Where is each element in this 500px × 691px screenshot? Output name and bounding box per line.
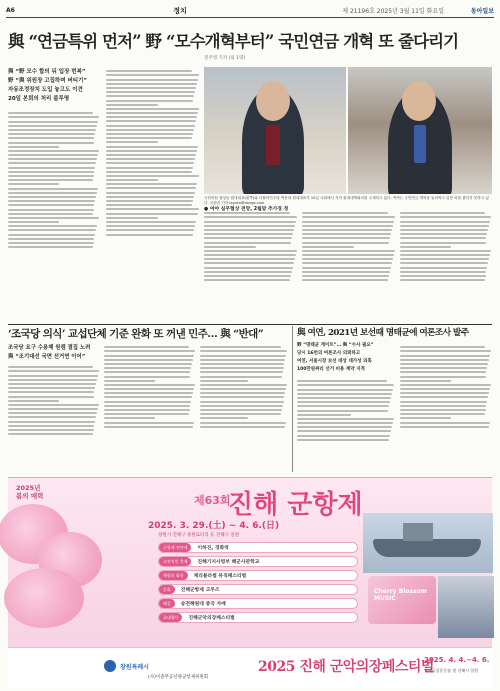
text-line [8,408,98,410]
text-line [400,417,451,419]
text-line [104,367,191,369]
text-line [8,196,96,198]
issue-info: 제 21196호 2025년 3월 11일 화요일 [342,8,444,15]
article1-deck [8,68,118,104]
text-line [204,254,296,256]
festival-venue: 창원시 진해구 중원로터리 등 진해구 일원 [158,533,240,538]
text-line [302,233,391,235]
text-line [8,112,93,114]
event-label: 문화 [159,585,175,594]
article1-body-col1 [8,110,100,320]
text-line [302,229,392,231]
text-line [200,367,284,369]
text-line [297,426,392,428]
festival-advertisement[interactable] [8,477,492,689]
text-line [8,146,59,148]
text-line [8,209,94,211]
text-line [400,388,490,390]
text-line [8,370,99,372]
event-label: 초대행사 [159,613,182,622]
text-line [302,225,393,227]
text-line [200,405,283,407]
text-line [302,279,388,281]
text-line [297,401,390,403]
text-line [104,359,193,361]
text-line [8,162,96,164]
text-line [204,258,295,260]
article1-body-col2 [106,68,200,320]
text-line [106,79,198,81]
text-line [106,183,197,185]
text-line [400,279,485,281]
photo-caption: 국민의힘 권성동 원내대표(왼쪽)와 더불어민주당 박찬대 원내대표가 10일 국회에서 각각 원내대책회의를 주재하고 있다. 여야는 국민연금 개혁을 둘러싸고 입장 차를 좁히지 못하고 있다. 신원건 기자 laputa@donga.com [204,196,489,205]
text-line [200,422,286,424]
text-line [106,87,196,89]
text-line [106,146,198,148]
text-line [200,388,286,390]
text-line [204,216,297,218]
event-item[interactable] [158,556,358,567]
text-line [400,422,490,424]
text-line [8,404,99,406]
text-line [302,246,354,248]
text-line [200,350,287,352]
text-line [297,430,391,432]
text-line [400,396,488,398]
parade-photo [438,576,494,638]
text-line [104,401,191,403]
text-line [400,250,491,252]
text-line [297,405,389,407]
text-line [204,267,293,269]
article2-body-col1 [8,364,100,472]
event-label: 군항제 전야제 [159,543,191,552]
text-line [204,250,297,252]
text-line [8,116,99,118]
navy-ship-photo [363,513,493,573]
text-line [106,213,198,215]
text-line [8,171,94,173]
text-line [302,262,392,264]
text-line [302,267,391,269]
text-line [400,221,490,223]
text-line [400,367,487,369]
text-line [106,171,192,173]
article3-deck [297,342,395,374]
event-title: 송전해원대 중국 자매 [180,602,226,607]
text-line [8,225,97,227]
text-line [400,363,488,365]
text-line [104,376,190,378]
military-band-festival-dates: 2025. 4. 4.~4. 6. [424,656,490,664]
article1-body-col3 [204,210,298,320]
text-line [8,133,95,135]
event-label: 해상 [159,599,175,608]
text-line [104,396,192,398]
festival-dates: 2025. 3. 29.(土) ~ 4. 6.(日) [148,521,280,531]
column-rule [292,326,293,472]
text-line [200,384,287,386]
text-line [8,129,96,131]
text-line [400,359,489,361]
deck-line: 100만원짜리 선거 비용 계약 지적 [297,367,365,372]
text-line [106,104,158,106]
text-line [204,279,290,281]
article1-byline: 전주영 기자 (외 1명) [204,56,246,61]
text-line [8,421,95,423]
text-line [200,355,286,357]
text-line [104,346,189,348]
photo-lawmaker-right [348,67,492,194]
text-line [8,229,96,231]
text-line [302,250,395,252]
deck-line: 野 “명태균 게이트”… 與 “수사 필요” [297,343,374,348]
event-title: 체리블라썸 뮤직페스티벌 [193,574,247,579]
text-line [204,242,291,244]
text-line [106,158,195,160]
text-line [106,200,193,202]
text-line [200,396,284,398]
text-line [106,179,158,181]
article1-body-col5 [400,210,492,320]
text-line [297,393,392,395]
text-line [400,262,488,264]
text-line [104,363,192,365]
event-item[interactable] [158,598,358,609]
text-line [204,225,295,227]
text-line [106,225,195,227]
ad-tagline [16,484,43,500]
text-line [297,439,389,441]
text-line [400,409,486,411]
text-line [200,409,282,411]
text-line [400,216,491,218]
deck-line: 조국당 요구 수용해 원캠 결집 노려 [8,345,91,351]
text-line [8,400,59,402]
text-line [400,426,489,428]
text-line [297,435,390,437]
text-line [104,426,193,428]
text-line [106,162,194,164]
deck-line: 與 “조기대선 국면 선거연 이어” [8,353,86,360]
text-line [106,108,199,110]
text-line [204,262,294,264]
divider [8,324,492,325]
text-line [400,246,451,248]
text-line [204,246,256,248]
text-line [106,217,158,219]
text-line [8,246,93,248]
deck-line: 자동조정장치 도입 놓고도 이견 [8,87,83,93]
text-line [8,142,94,144]
deck-line: 與 “野 모수 합의 뒤 입장 번복” [8,69,86,75]
text-line [106,112,198,114]
photo-lawmaker-left [204,67,346,194]
deck-line: 野 “與 위원장 고집하며 버티기” [8,78,88,84]
event-title: 진해기지사령부 해군사관학교 [197,560,260,565]
text-line [302,212,388,214]
text-line [8,137,94,139]
text-line [400,271,486,273]
text-line [400,212,485,214]
text-line [297,414,351,416]
article1-headline[interactable]: 與 “연금특위 먼저” 野 “모수개혁부터” 국민연금 개혁 또 줄다리기 [8,32,459,51]
text-line [8,150,99,152]
text-line [400,376,486,378]
text-line [104,417,155,419]
text-line [297,384,394,386]
text-line [104,380,155,382]
text-line [8,375,98,377]
text-line [8,366,93,368]
text-line [8,383,96,385]
article1-body-col4 [302,210,396,320]
text-line [8,175,94,177]
text-line [106,141,158,143]
text-line [104,355,194,357]
text-line [106,125,195,127]
text-line [204,212,290,214]
text-line [106,74,199,76]
music-festival-label: Cherry Blossom MUSIC [374,588,427,602]
text-line [200,376,282,378]
text-line [200,426,285,428]
text-line [302,258,393,260]
ad-tag-text: 2025년 봄의 매력 [16,484,44,500]
event-item[interactable] [158,612,358,623]
text-line [106,154,196,156]
city-emblem-icon [104,660,116,672]
text-line [302,254,394,256]
text-line [8,391,94,393]
text-line [106,133,193,135]
text-line [8,200,95,202]
text-line [8,429,94,431]
text-line [400,380,451,382]
text-line [200,401,284,403]
event-label: 고전적인 축제 [159,557,191,566]
text-line [8,179,93,181]
text-line [200,363,284,365]
text-line [8,183,59,185]
article3-body-col2 [400,344,492,472]
sponsor-committee: (사)이충무공선양군항제위원회 [148,675,209,680]
deck-line: 여연, 서울시장 보선 대상 대가성 의혹 [297,359,372,364]
text-line [104,405,190,407]
text-line [106,116,197,118]
text-line [200,392,285,394]
text-line [8,387,95,389]
newspaper-brand: 동아일보 [470,8,494,15]
text-line [302,275,389,277]
text-line [8,242,94,244]
text-line [400,254,490,256]
text-line [200,380,248,382]
text-line [106,234,193,236]
text-line [200,371,283,373]
text-line [106,167,193,169]
event-item[interactable] [158,542,358,553]
text-line [8,433,93,435]
event-title: 이하진, 경화역 [197,546,229,551]
text-line [400,346,485,348]
text-line [204,233,293,235]
text-line [400,355,490,357]
text-line [204,275,291,277]
text-line [106,95,194,97]
text-line [8,238,94,240]
military-band-festival-title: 2025 진해 군악의장페스티벌 [258,659,434,675]
text-line [297,389,393,391]
text-line [104,422,194,424]
text-line [8,396,94,398]
text-line [297,422,393,424]
text-line [200,346,281,348]
text-line [106,196,194,198]
text-line [302,242,389,244]
event-item[interactable] [158,570,358,581]
text-line [106,208,199,210]
cherry-tree-illustration [4,568,84,628]
text-line [8,379,97,381]
text-line [8,125,97,127]
event-title: 진해군악의장페스티벌 [188,616,235,621]
text-line [8,213,93,215]
text-line [302,271,390,273]
article2-headline[interactable]: ‘조국당 의식’ 교섭단체 기준 완화 또 꺼낸 민주… 與 “반대” [8,328,264,340]
text-line [297,380,387,382]
text-line [106,221,196,223]
text-line [200,417,248,419]
event-label: 체험과 화합 [159,571,188,580]
text-line [204,229,294,231]
article3-body-col1 [297,378,395,472]
article2-body-col3 [200,344,288,472]
text-line [297,418,394,420]
text-line [204,271,292,273]
text-line [400,405,486,407]
text-line [200,359,285,361]
text-line [106,229,194,231]
text-line [106,70,192,72]
text-line [400,258,489,260]
event-title: 진해군항제 크루즈 [180,588,220,593]
text-line [302,216,395,218]
text-line [204,237,292,239]
text-line [106,83,197,85]
text-line [8,121,98,123]
text-line [106,120,196,122]
text-line [400,371,486,373]
text-line [104,392,193,394]
ad-footer [8,647,492,689]
text-line [8,204,94,206]
text-line [400,350,491,352]
text-line [104,384,195,386]
text-line [8,234,95,236]
text-line [400,401,487,403]
text-line [106,150,197,152]
text-line [106,137,192,139]
text-line [200,413,281,415]
event-item[interactable] [158,584,358,595]
festival-title: 진해 군항제 [228,490,363,520]
text-line [400,229,488,231]
text-line [106,91,195,93]
text-line [106,129,194,131]
text-line [104,388,194,390]
text-line [104,371,190,373]
text-line [8,167,95,169]
festival-ordinal: 제63회 [194,494,231,507]
text-line [302,221,394,223]
text-line [8,158,97,160]
sponsor-city: 창원특례시 [120,664,149,671]
text-line [104,350,195,352]
text-line [104,409,190,411]
text-line [8,217,99,219]
text-line [106,100,193,102]
text-line [400,225,489,227]
deck-line: 20일 본회의 처리 불투명 [8,96,70,102]
text-line [8,412,97,414]
text-line [106,187,196,189]
text-line [400,384,491,386]
article2-body-col2 [104,344,196,472]
text-line [106,175,199,177]
section-name: 정치 [173,6,187,15]
page-number: A6 [6,7,15,14]
subhead: ● 여야 실무협상 전망, 2월말 추가경 정 [204,207,289,212]
text-line [8,416,96,418]
text-line [204,221,296,223]
text-line [400,242,486,244]
text-line [297,410,388,412]
text-line [106,204,192,206]
text-line [106,192,195,194]
text-line [400,275,486,277]
text-line [8,192,97,194]
text-line [8,188,98,190]
text-line [297,397,391,399]
masthead [6,4,494,18]
text-line [8,154,98,156]
text-line [8,425,94,427]
text-line [400,237,486,239]
text-line [400,267,487,269]
text-line [104,413,189,415]
text-line [400,233,487,235]
text-line [400,413,485,415]
article3-headline[interactable]: 與 여연, 2021년 보선때 명태균에 여론조사 발주 [297,328,469,338]
text-line [8,221,59,223]
text-line [302,237,390,239]
military-band-festival-venue: 진해공설운동장 및 진해시 일원 [424,668,479,673]
deck-line: 당시 16번의 여론조사 의뢰하고 [297,351,361,356]
text-line [400,392,489,394]
